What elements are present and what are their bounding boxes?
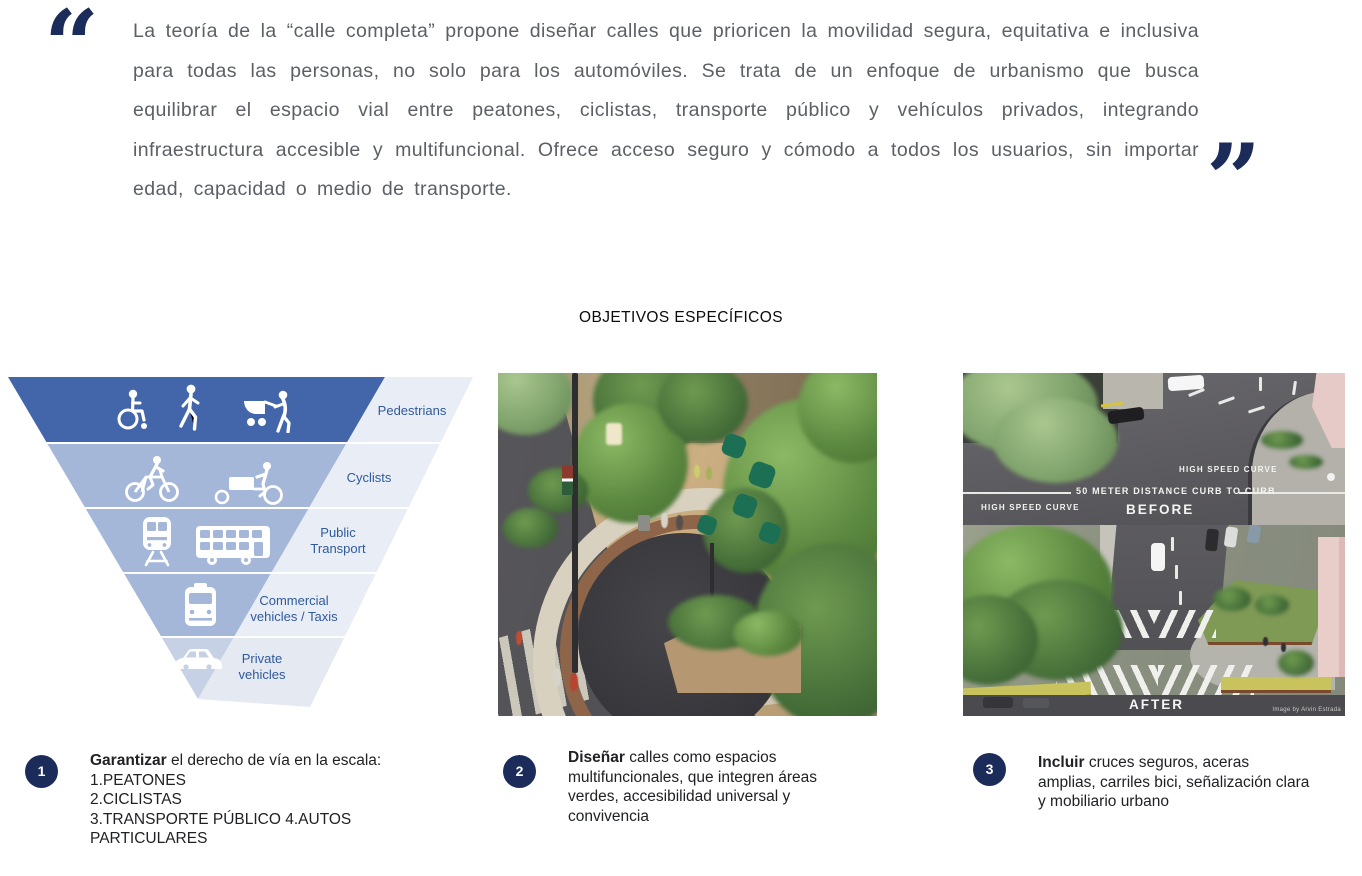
pedestrian-figure	[694, 465, 700, 478]
objective-1-number: 1	[25, 755, 58, 788]
tree-blob	[993, 398, 1118, 483]
lane-dash	[1175, 565, 1178, 579]
median-plants	[1255, 595, 1289, 615]
person-with-stroller-icon	[240, 389, 298, 433]
pyramid-label-public-transport: Public Transport	[310, 525, 366, 556]
white-car	[1151, 543, 1165, 571]
quote-text: La teoría de la “calle completa” propone diseñar calles que prioricen la movilidad segura, equitativa e inclusiva para todas las personas, no solo para los automóviles. Se trata de un enfoque de urbanismo que busca equilibrar el espacio vial entre peatones, ciclistas, transporte público y vehículos privados, integrando infraestructura accesible y multifuncional. Ofrece acceso seguro y cómodo a todos los usuarios, sin importar edad, capacidad o medio de transporte.	[133, 20, 1199, 200]
objective-1-item: 1.PEATONES	[90, 771, 186, 789]
small-tree	[1278, 650, 1314, 676]
distance-line-left	[963, 492, 1071, 494]
lane-dash	[1218, 396, 1235, 405]
trash-bin	[638, 515, 650, 531]
cyclist-icon	[123, 455, 181, 503]
street-plaza-photo	[498, 373, 877, 716]
objective-1-text	[90, 751, 382, 849]
objective-2-text	[568, 748, 860, 826]
before-label: BEFORE	[1126, 502, 1195, 517]
close-quote-icon: ”	[1206, 123, 1262, 236]
lane-dash	[1171, 537, 1174, 551]
median-plants	[1213, 587, 1251, 611]
pink-building	[1318, 537, 1345, 677]
pyramid-label-private: Private vehicles	[238, 651, 286, 682]
parking-line	[1292, 381, 1297, 395]
pyramid-label-cyclists: Cyclists	[346, 470, 392, 485]
curve-caption-left: HIGH SPEED CURVE	[981, 503, 1080, 512]
walking-person-icon	[174, 384, 206, 432]
pedestrian-figure	[706, 467, 712, 480]
parked-vehicle	[1023, 698, 1049, 708]
objective-3-number: 3	[973, 753, 1006, 786]
objective-3-text	[1038, 753, 1310, 812]
pedestrian-figure	[570, 673, 578, 691]
pedestrian-figure	[553, 668, 561, 686]
lamp-pole	[572, 373, 578, 673]
lane-dash	[1248, 405, 1265, 413]
cargo-bike-icon	[213, 461, 287, 505]
parked-car	[1224, 526, 1239, 547]
objective-2-body: calles como espacios multifuncionales, que integren áreas verdes, accesibilidad universal y convivencia	[568, 749, 818, 825]
double-decker-bus-icon	[194, 523, 272, 566]
pole-banner	[562, 465, 573, 495]
before-after-photo	[963, 373, 1345, 716]
car-icon	[171, 645, 225, 674]
parking-line	[1259, 377, 1262, 391]
road-dot	[1327, 473, 1335, 481]
pedestrian-figure	[661, 513, 668, 528]
parked-vehicle	[983, 697, 1013, 708]
section-heading: OBJETIVOS ESPECÍFICOS	[579, 309, 783, 326]
pyramid-label-pedestrians: Pedestrians	[377, 403, 447, 418]
objective-3-body: cruces seguros, aceras amplias, carriles bici, señalización clara y mobiliario urbano	[1038, 754, 1310, 810]
objective-1-body: el derecho de vía en la escala:	[170, 752, 382, 769]
parked-car	[1247, 525, 1262, 544]
after-label: AFTER	[1129, 697, 1184, 712]
chevron-half	[1154, 610, 1216, 638]
image-credit: Image by Arvin Estrada	[1272, 707, 1341, 713]
objective-1-item: 2.CICLISTAS	[90, 791, 182, 808]
kiosk-light	[606, 423, 622, 445]
shrub-blob	[1289, 455, 1323, 469]
curve-caption-right: HIGH SPEED CURVE	[1179, 465, 1278, 474]
distance-caption: 50 METER DISTANCE CURB TO CURB	[1076, 486, 1276, 496]
hedge-blob	[528, 468, 588, 513]
open-quote-icon: “	[44, 0, 100, 102]
after-panel	[963, 525, 1345, 716]
pedestrian-figure	[1281, 643, 1286, 652]
pyramid-label-commercial: Commercial vehicles / Taxis	[250, 593, 338, 624]
shrub-blob	[1261, 431, 1303, 449]
pedestrian-figure	[676, 515, 683, 530]
chevron-crosswalk	[1154, 610, 1216, 638]
before-panel	[963, 373, 1345, 525]
lane-dash	[1179, 591, 1182, 605]
objective-2-lead: Diseñar	[568, 749, 625, 766]
objective-2-number: 2	[503, 755, 536, 788]
train-icon	[136, 515, 178, 567]
transport-hierarchy-pyramid	[8, 377, 474, 712]
wheelchair-user-icon	[112, 389, 150, 433]
pedestrian-figure	[1263, 637, 1268, 646]
flower-strip	[1221, 677, 1331, 693]
objective-1-lead: Garantizar	[90, 752, 167, 769]
delivery-van-icon	[180, 583, 221, 632]
planter-shrubs	[733, 611, 803, 656]
pedestrian-figure	[516, 631, 522, 645]
hedge-blob	[503, 508, 558, 548]
objective-3-lead: Incluir	[1038, 754, 1085, 771]
objective-1-item: 3.TRANSPORTE PÚBLICO 4.AUTOS PARTICULARES	[90, 810, 352, 847]
parked-car	[1205, 528, 1219, 551]
